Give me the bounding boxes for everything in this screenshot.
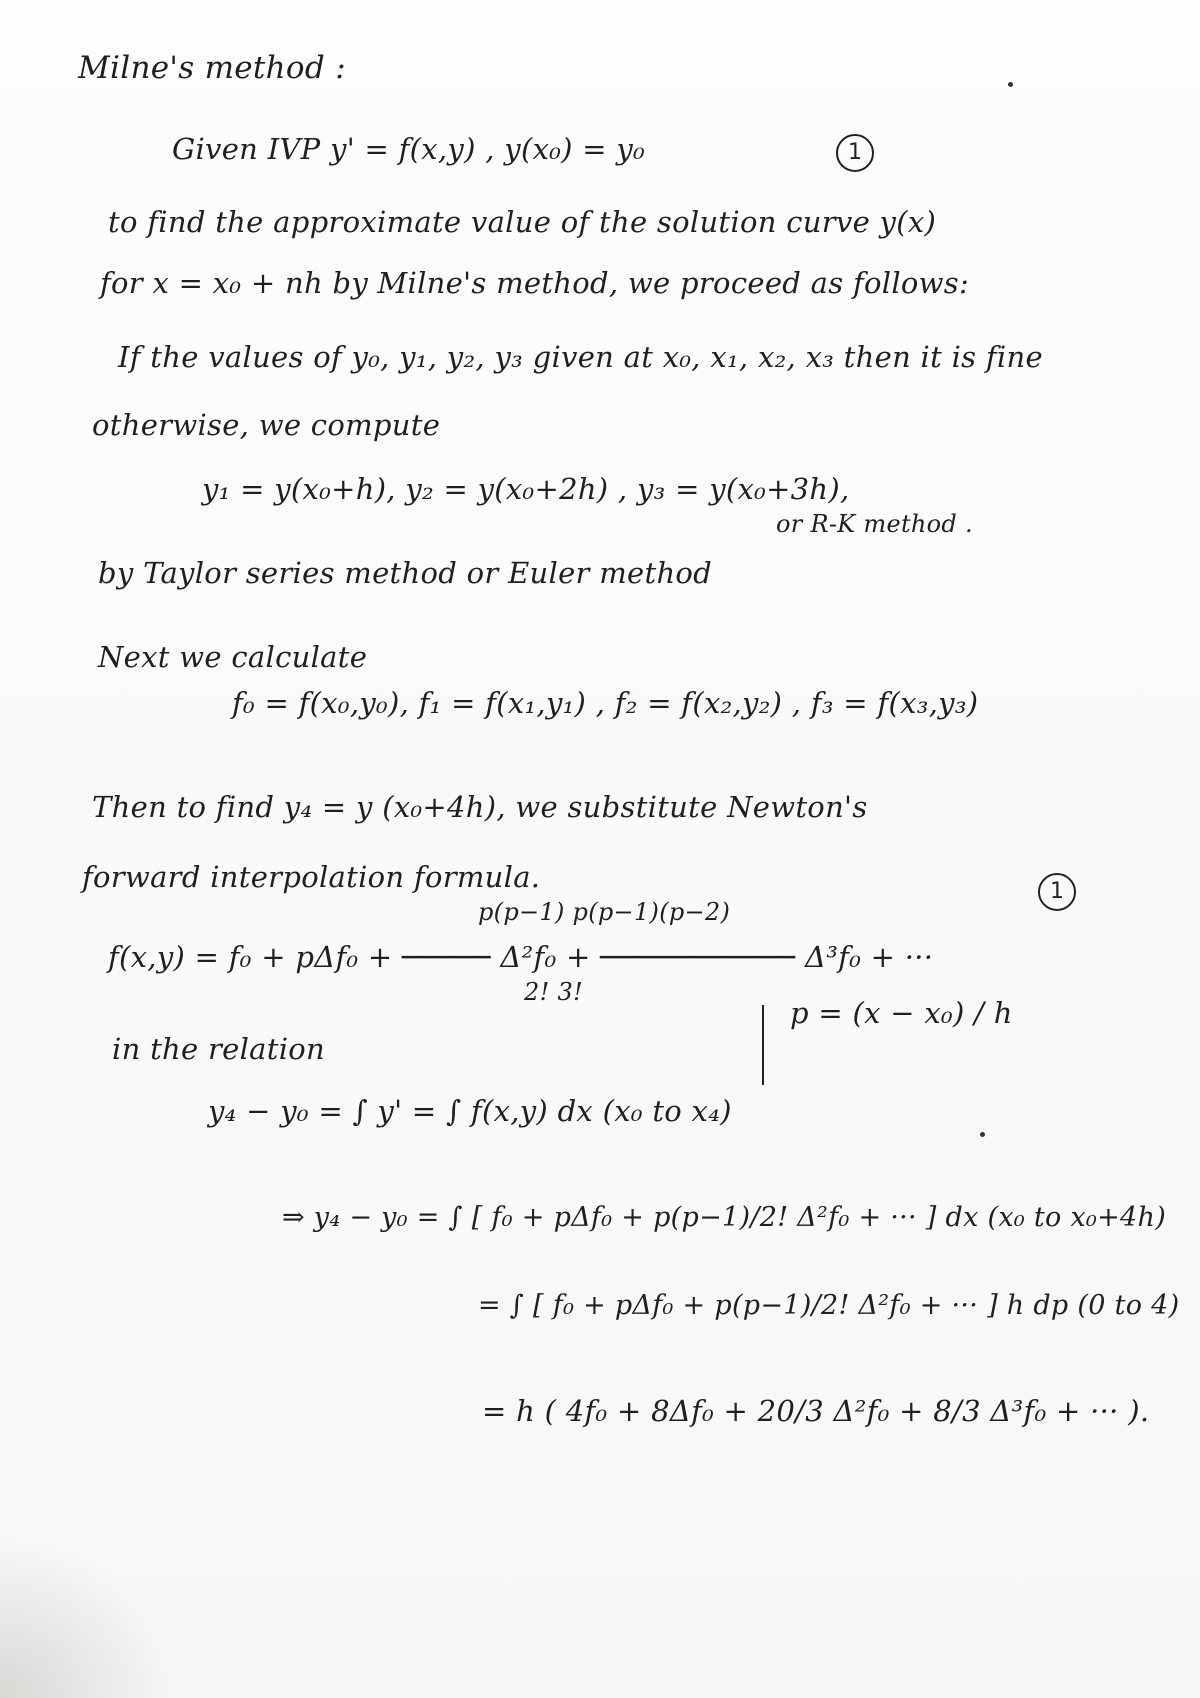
separator-bar (762, 1005, 764, 1085)
equation-number-1: 1 (836, 134, 874, 172)
result-line: = h ( 4f₀ + 8Δf₀ + 20/3 Δ²f₀ + 8/3 Δ³f₀ + ··· ). (482, 1394, 1150, 1428)
pen-dot (1008, 82, 1013, 87)
series-numerators: p(p−1) p(p−1)(p−2) (478, 898, 731, 926)
page-shadow (0, 1538, 180, 1698)
pen-dot (980, 1132, 985, 1137)
newton-series: f(x,y) = f₀ + pΔf₀ + ───── Δ²f₀ + ─────────── Δ³f₀ + ··· (108, 940, 934, 974)
integral-relation: y₄ − y₀ = ∫ y' = ∫ f(x,y) dx (x₀ to x₄) (208, 1094, 732, 1128)
taylor-euler-line: by Taylor series method or Euler method (98, 556, 713, 590)
find-line-2: for x = x₀ + nh by Milne's method, we proceed as follows: (100, 266, 970, 300)
given-ivp: Given IVP y' = f(x,y) , y(x₀) = y₀ (172, 132, 646, 166)
integral-step-1: ⇒ y₄ − y₀ = ∫ [ f₀ + pΔf₀ + p(p−1)/2! Δ²f₀ + ··· ] dx (x₀ to x₀+4h) (282, 1202, 1167, 1233)
rk-method-note: or R-K method . (776, 510, 973, 538)
find-line-1: to find the approximate value of the solution curve y(x) (108, 205, 937, 239)
if-line: If the values of y₀, y₁, y₂, y₃ given at x₀, x₁, x₂, x₃ then it is fine (118, 340, 1043, 374)
relation-line: in the relation (112, 1032, 326, 1066)
then-line: Then to find y₄ = y (x₀+4h), we substitute Newton's (92, 790, 868, 824)
series-denominators: 2! 3! (524, 978, 583, 1006)
integral-step-2: = ∫ [ f₀ + pΔf₀ + p(p−1)/2! Δ²f₀ + ··· ] h dp (0 to 4) (478, 1290, 1180, 1321)
p-definition: p = (x − x₀) / h (790, 996, 1013, 1030)
otherwise-line: otherwise, we compute (92, 408, 441, 442)
y-values-line: y₁ = y(x₀+h), y₂ = y(x₀+2h) , y₃ = y(x₀+3h), (202, 472, 850, 506)
forward-line: forward interpolation formula. (82, 860, 541, 894)
heading: Milne's method : (78, 50, 346, 86)
next-line: Next we calculate (98, 640, 368, 674)
equation-number-1b: 1 (1038, 873, 1076, 911)
f-values-line: f₀ = f(x₀,y₀), f₁ = f(x₁,y₁) , f₂ = f(x₂,y₂) , f₃ = f(x₃,y₃) (232, 686, 979, 720)
